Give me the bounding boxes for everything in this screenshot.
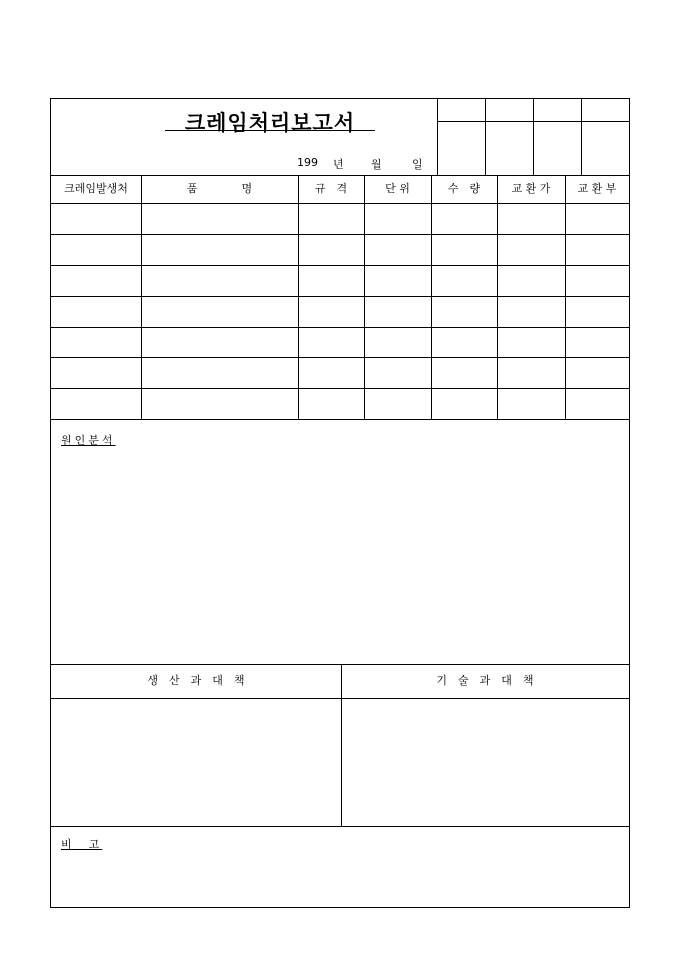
date-year: 199 xyxy=(297,156,318,169)
date-day-unit: 일 xyxy=(412,158,423,171)
claim-report-form xyxy=(50,98,630,908)
column-header-exchange-price: 교 환 가 xyxy=(511,182,551,195)
approval-box-divider xyxy=(533,99,534,175)
table-row-line xyxy=(51,265,629,266)
column-header-exchange-part: 교 환 부 xyxy=(577,182,617,195)
table-row-line xyxy=(51,388,629,389)
date-year-unit: 년 xyxy=(333,158,344,171)
column-header-spec: 규 격 xyxy=(314,182,348,195)
remarks-top-line xyxy=(51,826,629,827)
form-title: 크레임처리보고서 xyxy=(184,110,356,135)
table-row-line xyxy=(51,203,629,204)
title-underline xyxy=(165,130,375,131)
table-row-line xyxy=(51,234,629,235)
date-month-unit: 월 xyxy=(371,158,382,171)
remarks-label: 비 고 xyxy=(61,838,103,851)
column-header-item-name: 품 명 xyxy=(186,182,253,195)
column-divider xyxy=(298,175,299,419)
column-divider xyxy=(497,175,498,419)
column-divider xyxy=(364,175,365,419)
column-divider xyxy=(431,175,432,419)
approval-box-header-line xyxy=(437,121,629,122)
approval-box-border xyxy=(437,99,438,175)
approval-box-divider xyxy=(581,99,582,175)
cause-analysis-label: 원인분석 xyxy=(61,434,116,447)
production-countermeasure-label: 생 산 과 대 책 xyxy=(147,674,245,687)
column-header-quantity: 수 량 xyxy=(447,182,481,195)
table-row-line xyxy=(51,357,629,358)
table-row-line xyxy=(51,327,629,328)
table-row-line xyxy=(51,296,629,297)
column-divider xyxy=(141,175,142,419)
approval-box-divider xyxy=(485,99,486,175)
column-header-unit: 단 위 xyxy=(385,182,410,195)
column-header-claim-origin: 크레임발생처 xyxy=(64,182,128,195)
table-bottom-line xyxy=(51,419,629,420)
column-divider xyxy=(565,175,566,419)
technical-countermeasure-label: 기 술 과 대 책 xyxy=(436,674,534,687)
countermeasure-header-line xyxy=(51,698,629,699)
